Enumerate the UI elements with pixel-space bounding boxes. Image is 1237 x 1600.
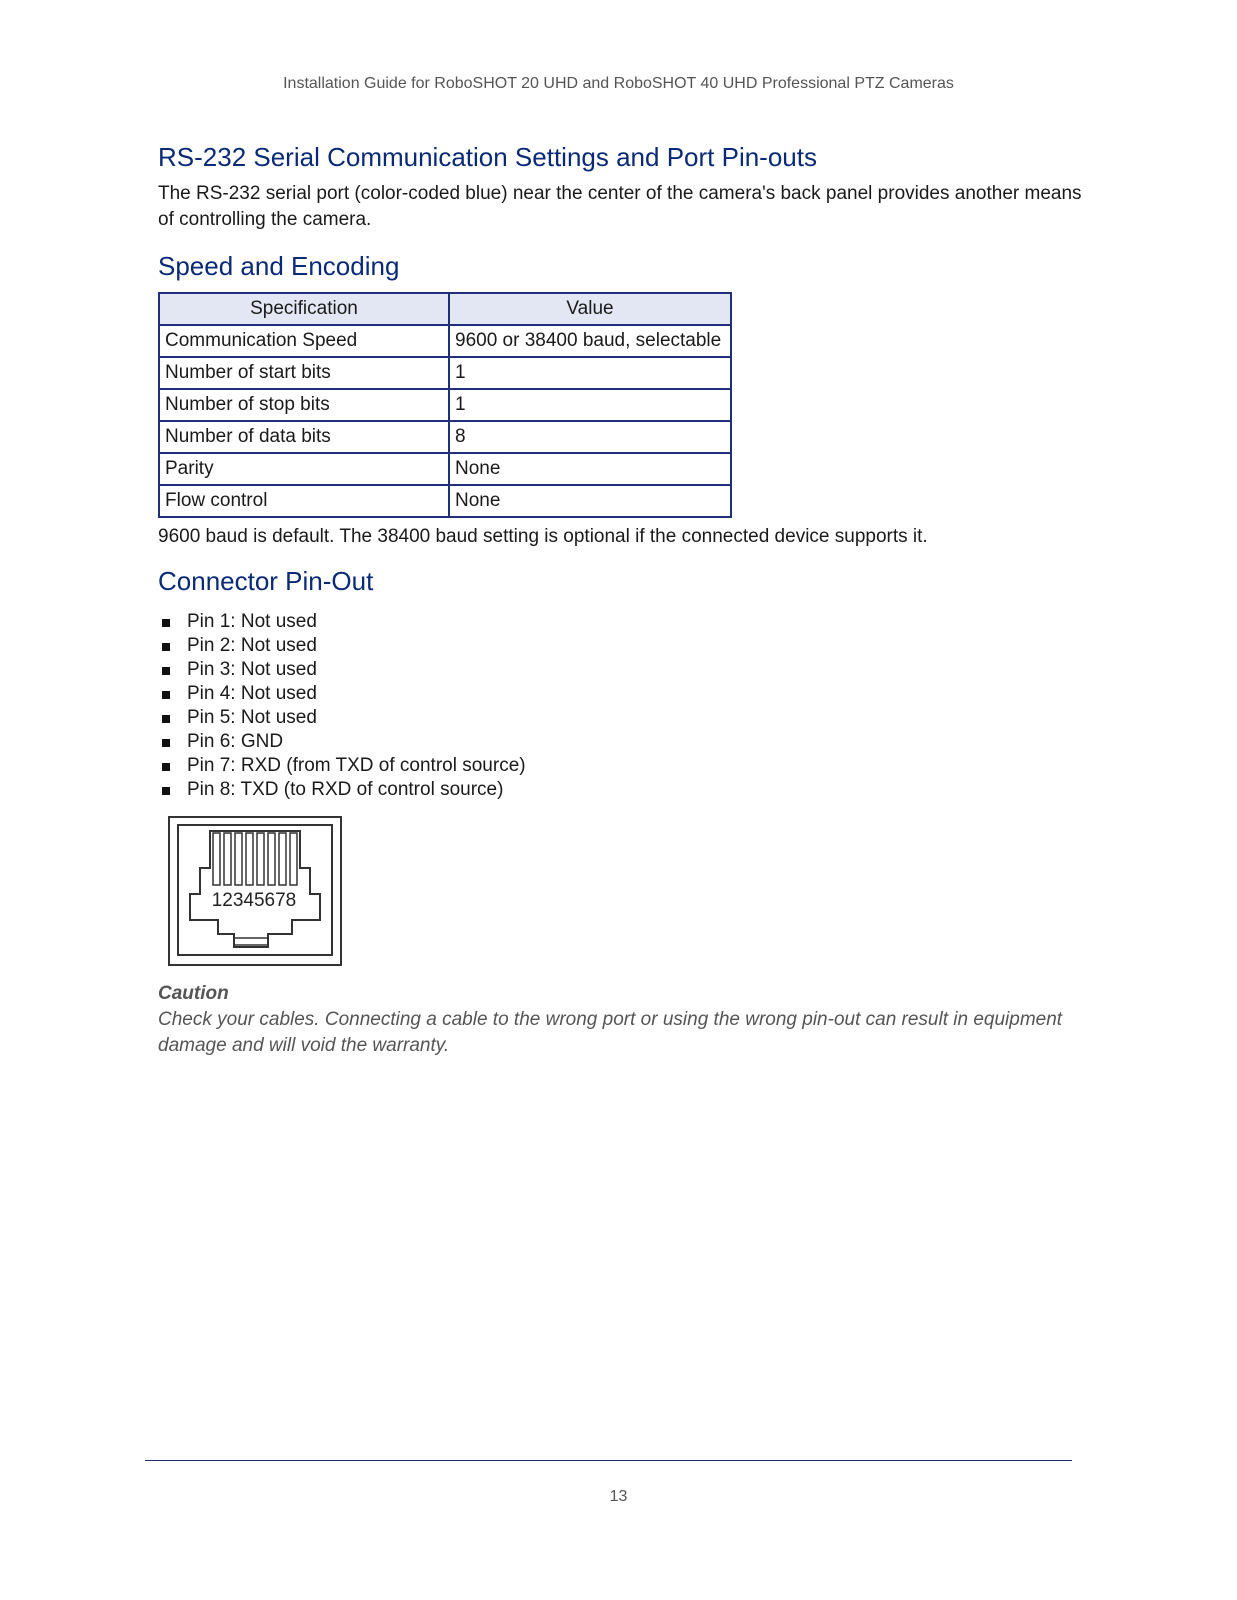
- pin-label: Pin 8: TXD (to RXD of control source): [187, 778, 504, 800]
- rj45-connector-diagram: [168, 816, 342, 966]
- table-row: [159, 389, 731, 421]
- list-item: [158, 754, 1098, 778]
- list-item: [158, 730, 1098, 754]
- page-content: [158, 142, 1098, 1059]
- running-header: Installation Guide for RoboSHOT 20 UHD and RoboSHOT 40 UHD Professional PTZ Cameras: [283, 75, 954, 92]
- table-cell-spec: Number of data bits: [159, 421, 449, 453]
- table-header-row: [159, 293, 731, 325]
- table-header-specification: Specification: [159, 293, 449, 325]
- list-item: [158, 706, 1098, 730]
- list-item: [158, 634, 1098, 658]
- table-cell-value: None: [449, 485, 731, 517]
- page-number: 13: [609, 1488, 628, 1505]
- table-row: [159, 453, 731, 485]
- table-cell-value: 8: [449, 421, 731, 453]
- list-item: [158, 682, 1098, 706]
- pin-contact: [224, 833, 231, 885]
- bullet-icon: [162, 691, 170, 699]
- pin-contact: [213, 833, 220, 885]
- table-cell-spec: Flow control: [159, 485, 449, 517]
- pin-label: Pin 7: RXD (from TXD of control source): [187, 754, 526, 776]
- bullet-icon: [162, 739, 170, 747]
- table-row: [159, 421, 731, 453]
- bullet-icon: [162, 715, 170, 723]
- pin-contact: [279, 833, 286, 885]
- table-row: [159, 357, 731, 389]
- bullet-icon: [162, 667, 170, 675]
- table-cell-value: 1: [449, 389, 731, 421]
- table-row: [159, 325, 731, 357]
- table-cell-value: None: [449, 453, 731, 485]
- page-title: RS-232 Serial Communication Settings and Port Pin-outs: [158, 142, 817, 172]
- speed-encoding-heading: Speed and Encoding: [158, 251, 400, 282]
- table-header-value: Value: [449, 293, 731, 325]
- pin-contact: [290, 833, 297, 885]
- pin-label: Pin 2: Not used: [187, 634, 317, 656]
- connector-pinout-heading: Connector Pin-Out: [158, 566, 374, 597]
- table-cell-spec: Parity: [159, 453, 449, 485]
- caution-text: Check your cables. Connecting a cable to the wrong port or using the wrong pin-out can result in equipment damage and will void the warranty.: [158, 1008, 1063, 1056]
- pin-contact: [257, 833, 264, 885]
- pin-label: Pin 4: Not used: [187, 682, 317, 704]
- table-cell-spec: Communication Speed: [159, 325, 449, 357]
- pin-label: Pin 3: Not used: [187, 658, 317, 680]
- pin-contact: [268, 833, 275, 885]
- baud-note: 9600 baud is default. The 38400 baud setting is optional if the connected device supports it.: [158, 526, 928, 548]
- bullet-icon: [162, 619, 170, 627]
- pin-contact: [246, 833, 253, 885]
- table-row: [159, 485, 731, 517]
- table-cell-spec: Number of stop bits: [159, 389, 449, 421]
- intro-paragraph: The RS-232 serial port (color-coded blue) near the center of the camera's back panel provides another means of controlling the camera.: [158, 183, 1082, 231]
- speed-encoding-table: [158, 292, 732, 518]
- bullet-icon: [162, 763, 170, 771]
- pin-label: Pin 6: GND: [187, 730, 284, 752]
- pin-label: Pin 1: Not used: [187, 610, 317, 632]
- footer-divider: [145, 1460, 1072, 1461]
- list-item: [158, 658, 1098, 682]
- table-cell-value: 1: [449, 357, 731, 389]
- bullet-icon: [162, 643, 170, 651]
- list-item: [158, 610, 1098, 634]
- table-cell-spec: Number of start bits: [159, 357, 449, 389]
- pin-label: Pin 5: Not used: [187, 706, 317, 728]
- bullet-icon: [162, 787, 170, 795]
- list-item: [158, 778, 1098, 802]
- caution-title: Caution: [158, 982, 229, 1004]
- pin-numbers-label: 12345678: [211, 889, 297, 911]
- table-cell-value: 9600 or 38400 baud, selectable: [449, 325, 731, 357]
- pin-contact: [235, 833, 242, 885]
- pin-list: [158, 610, 1098, 802]
